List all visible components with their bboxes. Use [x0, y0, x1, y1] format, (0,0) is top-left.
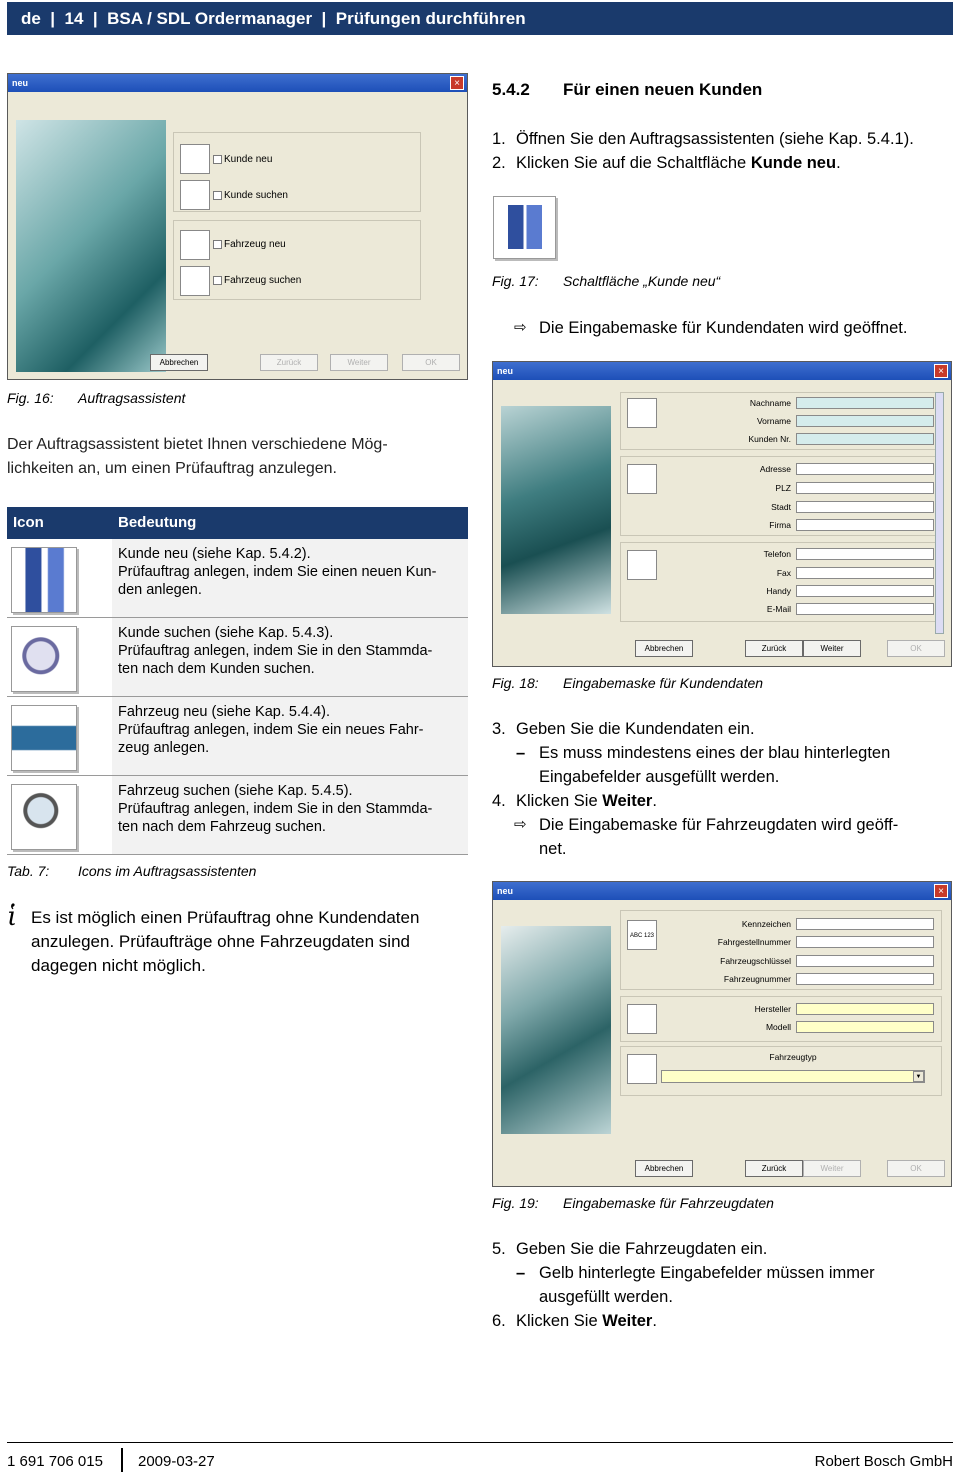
- step-number: 2.: [492, 154, 506, 172]
- header-section: Prüfungen durchführen: [335, 9, 526, 28]
- intro-line: lichkeiten an, um einen Prüfauftrag anzulegen.: [7, 460, 337, 477]
- meaning-line: Kunde neu (siehe Kap. 5.4.2).: [118, 546, 311, 562]
- icon-cell: [7, 697, 112, 775]
- result-text: net.: [539, 840, 567, 858]
- steps-list-b: [492, 717, 957, 861]
- envelope-icon: [627, 464, 657, 494]
- fahrzeugschluessel-input[interactable]: [796, 955, 934, 967]
- step-text: .: [652, 1312, 657, 1330]
- result-item: [492, 813, 957, 837]
- steps-list-a: [492, 127, 957, 175]
- field-label: Fax: [776, 568, 791, 578]
- intro-line: Der Auftragsassistent bietet Ihnen verschiedene Mög-: [7, 436, 388, 453]
- fahrzeug-neu-icon[interactable]: [180, 230, 210, 260]
- option-kunde-suchen[interactable]: Kunde suchen: [224, 190, 288, 201]
- field-label: Hersteller: [754, 1004, 791, 1014]
- dash-item-continued: [492, 1285, 957, 1309]
- step-number: 4.: [492, 792, 506, 810]
- stadt-input[interactable]: [796, 501, 934, 513]
- customer-options-panel: [173, 132, 421, 212]
- meaning-line: Kunde suchen (siehe Kap. 5.4.3).: [118, 625, 334, 641]
- cancel-button[interactable]: Abbrechen: [635, 640, 693, 657]
- kunde-suchen-checkbox[interactable]: [213, 191, 222, 200]
- illustration-image: [501, 406, 611, 614]
- step-bold-text: Weiter: [602, 1312, 653, 1330]
- fahrgestellnummer-input[interactable]: [796, 936, 934, 948]
- chevron-down-icon[interactable]: ▼: [913, 1071, 924, 1082]
- result-arrow-icon: ⇨: [514, 816, 527, 833]
- step-bold-text: Kunde neu: [750, 154, 837, 172]
- hersteller-input[interactable]: [796, 1003, 934, 1015]
- icon-cell: [7, 539, 112, 617]
- icons-table: [7, 507, 468, 855]
- footer-company: Robert Bosch GmbH: [814, 1453, 953, 1470]
- plate-text: ABC 123: [629, 933, 654, 939]
- fax-input[interactable]: [796, 567, 934, 579]
- footer-rule: [7, 1442, 953, 1443]
- table-row: [7, 618, 468, 697]
- kunde-suchen-icon[interactable]: [180, 180, 210, 210]
- dialog-auftragsassistent: [7, 73, 468, 380]
- step-number: 5.: [492, 1240, 506, 1258]
- next-button[interactable]: Weiter: [803, 640, 861, 657]
- dash-icon: –: [516, 1264, 526, 1282]
- person-figures-icon: [508, 205, 542, 249]
- meaning-line: Prüfauftrag anlegen, indem Sie ein neues Fahr-: [118, 722, 424, 738]
- telephone-icon: [627, 550, 657, 580]
- dialog-kundendaten: [492, 361, 952, 667]
- figure-caption: [492, 1193, 774, 1213]
- back-button[interactable]: Zurück: [745, 640, 803, 657]
- kunde-neu-icon[interactable]: [180, 144, 210, 174]
- step-number: 1.: [492, 130, 506, 148]
- result-text: Die Eingabemaske für Kundendaten wird geöffnet.: [539, 319, 908, 337]
- vorname-input[interactable]: [796, 415, 934, 427]
- field-label: Telefon: [763, 549, 791, 559]
- ok-button[interactable]: OK: [887, 1160, 945, 1177]
- handy-input[interactable]: [796, 585, 934, 597]
- footer-docno: 1 691 706 015: [7, 1453, 103, 1470]
- dialog-titlebar: neu: [493, 882, 951, 900]
- steps-list-c: [492, 1237, 957, 1333]
- fahrzeug-suchen-icon[interactable]: [180, 266, 210, 296]
- figure-number: Fig. 18:: [492, 675, 539, 691]
- footer-date: 2009-03-27: [138, 1453, 215, 1470]
- section-heading: [492, 79, 763, 101]
- table-row: [7, 697, 468, 776]
- back-button[interactable]: Zurück: [745, 1160, 803, 1177]
- field-label: Stadt: [771, 502, 791, 512]
- option-kunde-neu[interactable]: Kunde neu: [224, 154, 273, 165]
- dash-text: ausgefüllt werden.: [539, 1288, 673, 1306]
- nachname-input[interactable]: [796, 397, 934, 409]
- header-lang: de: [21, 9, 41, 28]
- step-number: 3.: [492, 720, 506, 738]
- result-arrow-icon: ⇨: [514, 319, 527, 336]
- kunde-suchen-icon: [11, 626, 77, 692]
- dialog-titlebar: neu: [493, 362, 951, 380]
- figure-caption: [492, 673, 764, 693]
- back-button[interactable]: Zurück: [260, 354, 318, 371]
- field-label: Firma: [769, 520, 791, 530]
- figure-caption: [492, 271, 721, 291]
- note-line: dagegen nicht möglich.: [31, 956, 206, 975]
- illustration-image: [501, 926, 611, 1134]
- meaning-line: Fahrzeug neu (siehe Kap. 5.4.4).: [118, 704, 330, 720]
- next-button[interactable]: Weiter: [330, 354, 388, 371]
- scrollbar[interactable]: [935, 392, 944, 634]
- license-plate-icon: [627, 920, 657, 950]
- option-fahrzeug-suchen[interactable]: Fahrzeug suchen: [224, 275, 302, 286]
- illustration-image: [16, 120, 166, 372]
- meaning-line: Prüfauftrag anlegen, indem Sie einen neuen Kun-: [118, 564, 437, 580]
- adresse-input[interactable]: [796, 463, 934, 475]
- meaning-line: ten nach dem Kunden suchen.: [118, 661, 315, 677]
- step-text: Klicken Sie: [516, 792, 603, 810]
- plz-input[interactable]: [796, 482, 934, 494]
- step-item: [492, 1237, 957, 1261]
- meaning-cell: [112, 776, 468, 854]
- table-row: [7, 539, 468, 618]
- meaning-line: Prüfauftrag anlegen, indem Sie in den Stammda-: [118, 801, 433, 817]
- dash-text: Gelb hinterlegte Eingabefelder müssen immer: [539, 1264, 875, 1282]
- meaning-cell: [112, 697, 468, 775]
- icon-cell: [7, 618, 112, 696]
- table-header: [7, 507, 468, 539]
- field-label: PLZ: [775, 483, 791, 493]
- section-title: Für einen neuen Kunden: [563, 80, 763, 99]
- field-label: Fahrzeugtyp: [769, 1052, 817, 1062]
- meaning-line: zeug anlegen.: [118, 740, 210, 756]
- field-label: Fahrzeugschlüssel: [720, 956, 791, 966]
- step-number: 6.: [492, 1312, 506, 1330]
- page-header: de | 14 | BSA / SDL Ordermanager | Prüfungen durchführen: [7, 2, 953, 35]
- fahrzeug-neu-icon: [11, 705, 77, 771]
- section-number: 5.4.2: [492, 80, 530, 99]
- note-line: Es ist möglich einen Prüfauftrag ohne Kundendaten: [31, 908, 420, 927]
- step-item: [492, 717, 957, 741]
- firma-input[interactable]: [796, 519, 934, 531]
- dash-item-continued: [492, 765, 957, 789]
- close-icon[interactable]: ×: [934, 884, 948, 898]
- vehicle-options-panel: [173, 220, 421, 300]
- meaning-line: Fahrzeug suchen (siehe Kap. 5.4.5).: [118, 783, 353, 799]
- step-item: [492, 789, 957, 813]
- table-number: Tab. 7:: [7, 863, 50, 879]
- step-item: [492, 1309, 957, 1333]
- option-fahrzeug-neu[interactable]: Fahrzeug neu: [224, 239, 286, 250]
- cancel-button[interactable]: Abbrechen: [635, 1160, 693, 1177]
- field-label: Modell: [765, 1022, 791, 1032]
- step-text: Klicken Sie: [516, 1312, 603, 1330]
- step-bold-text: Weiter: [602, 792, 653, 810]
- step-text: Geben Sie die Fahrzeugdaten ein.: [516, 1240, 768, 1258]
- table-row: [7, 776, 468, 855]
- fahrzeugnummer-input[interactable]: [796, 973, 934, 985]
- car-icon: [627, 1004, 657, 1034]
- dash-text: Eingabefelder ausgefüllt werden.: [539, 768, 780, 786]
- kunden-nr-input[interactable]: [796, 433, 934, 445]
- step-item: [492, 127, 957, 151]
- email-input[interactable]: [796, 603, 934, 615]
- kunde-neu-button-image: [493, 196, 556, 259]
- kennzeichen-input[interactable]: [796, 918, 934, 930]
- field-label: Fahrzeugnummer: [723, 974, 791, 984]
- telefon-input[interactable]: [796, 548, 934, 560]
- step-item: [492, 151, 957, 175]
- meaning-cell: [112, 539, 468, 617]
- icon-cell: [7, 776, 112, 854]
- field-label: Kennzeichen: [741, 919, 791, 929]
- result-item-continued: [492, 837, 957, 861]
- ok-button[interactable]: OK: [887, 640, 945, 657]
- figure-title: Auftragsassistent: [78, 390, 186, 406]
- figure-caption: [7, 388, 186, 408]
- fahrzeug-suchen-icon: [11, 784, 77, 850]
- step-text: .: [836, 154, 841, 172]
- car-type-icon: [627, 1054, 657, 1084]
- figure-number: Fig. 16:: [7, 390, 54, 406]
- figure-number: Fig. 17:: [492, 273, 539, 289]
- field-label: Fahrgestellnummer: [717, 937, 791, 947]
- modell-input[interactable]: [796, 1021, 934, 1033]
- kunde-neu-icon: [11, 547, 77, 613]
- dash-icon: –: [516, 744, 526, 762]
- step-text: Öffnen Sie den Auftragsassistenten (siehe Kap. 5.4.1).: [516, 130, 914, 148]
- next-button[interactable]: Weiter: [803, 1160, 861, 1177]
- fahrzeug-neu-checkbox[interactable]: [213, 240, 222, 249]
- dialog-fahrzeugdaten: [492, 881, 952, 1187]
- header-page: 14: [64, 9, 84, 28]
- header-product: BSA / SDL Ordermanager: [107, 9, 313, 28]
- cancel-button[interactable]: Abbrechen: [150, 354, 208, 371]
- dash-item: [492, 1261, 957, 1285]
- field-label: Adresse: [759, 464, 791, 474]
- table-title: Icons im Auftragsassistenten: [78, 863, 257, 879]
- figure-title: Schaltfläche „Kunde neu“: [563, 273, 721, 289]
- dash-text: Es muss mindestens eines der blau hinterlegten: [539, 744, 891, 762]
- persons-icon: [627, 398, 657, 428]
- figure-title: Eingabemaske für Kundendaten: [563, 675, 764, 691]
- meaning-line: den anlegen.: [118, 582, 202, 598]
- fahrzeug-suchen-checkbox[interactable]: [213, 276, 222, 285]
- dialog-titlebar: neu: [8, 74, 467, 92]
- note-paragraph: [31, 906, 471, 978]
- step-text: Klicken Sie auf die Schaltfläche: [516, 154, 751, 172]
- intro-paragraph: [7, 433, 468, 481]
- close-icon[interactable]: ×: [450, 76, 464, 90]
- field-label: Vorname: [756, 416, 791, 426]
- dash-item: [492, 741, 957, 765]
- result-line: [516, 316, 907, 340]
- column-header-icon: Icon: [13, 514, 44, 531]
- close-icon[interactable]: ×: [934, 364, 948, 378]
- meaning-line: ten nach dem Fahrzeug suchen.: [118, 819, 326, 835]
- meaning-cell: [112, 618, 468, 696]
- step-text: Geben Sie die Kundendaten ein.: [516, 720, 755, 738]
- table-caption: [7, 861, 257, 881]
- field-label: Nachname: [749, 398, 791, 408]
- figure-title: Eingabemaske für Fahrzeugdaten: [563, 1195, 774, 1211]
- ok-button[interactable]: OK: [402, 354, 460, 371]
- step-text: .: [652, 792, 657, 810]
- fahrzeugtyp-select[interactable]: [661, 1070, 925, 1083]
- info-icon: ἱ: [7, 902, 18, 932]
- result-text: Die Eingabemaske für Fahrzeugdaten wird geöff-: [539, 816, 899, 834]
- footer-divider: [121, 1448, 123, 1472]
- figure-number: Fig. 19:: [492, 1195, 539, 1211]
- meaning-line: Prüfauftrag anlegen, indem Sie in den Stammda-: [118, 643, 433, 659]
- column-header-meaning: Bedeutung: [118, 514, 197, 531]
- note-line: anzulegen. Prüfaufträge ohne Fahrzeugdaten sind: [31, 932, 410, 951]
- field-label: E-Mail: [766, 604, 791, 614]
- kunde-neu-checkbox[interactable]: [213, 155, 222, 164]
- field-label: Handy: [766, 586, 791, 596]
- field-label: Kunden Nr.: [748, 434, 791, 444]
